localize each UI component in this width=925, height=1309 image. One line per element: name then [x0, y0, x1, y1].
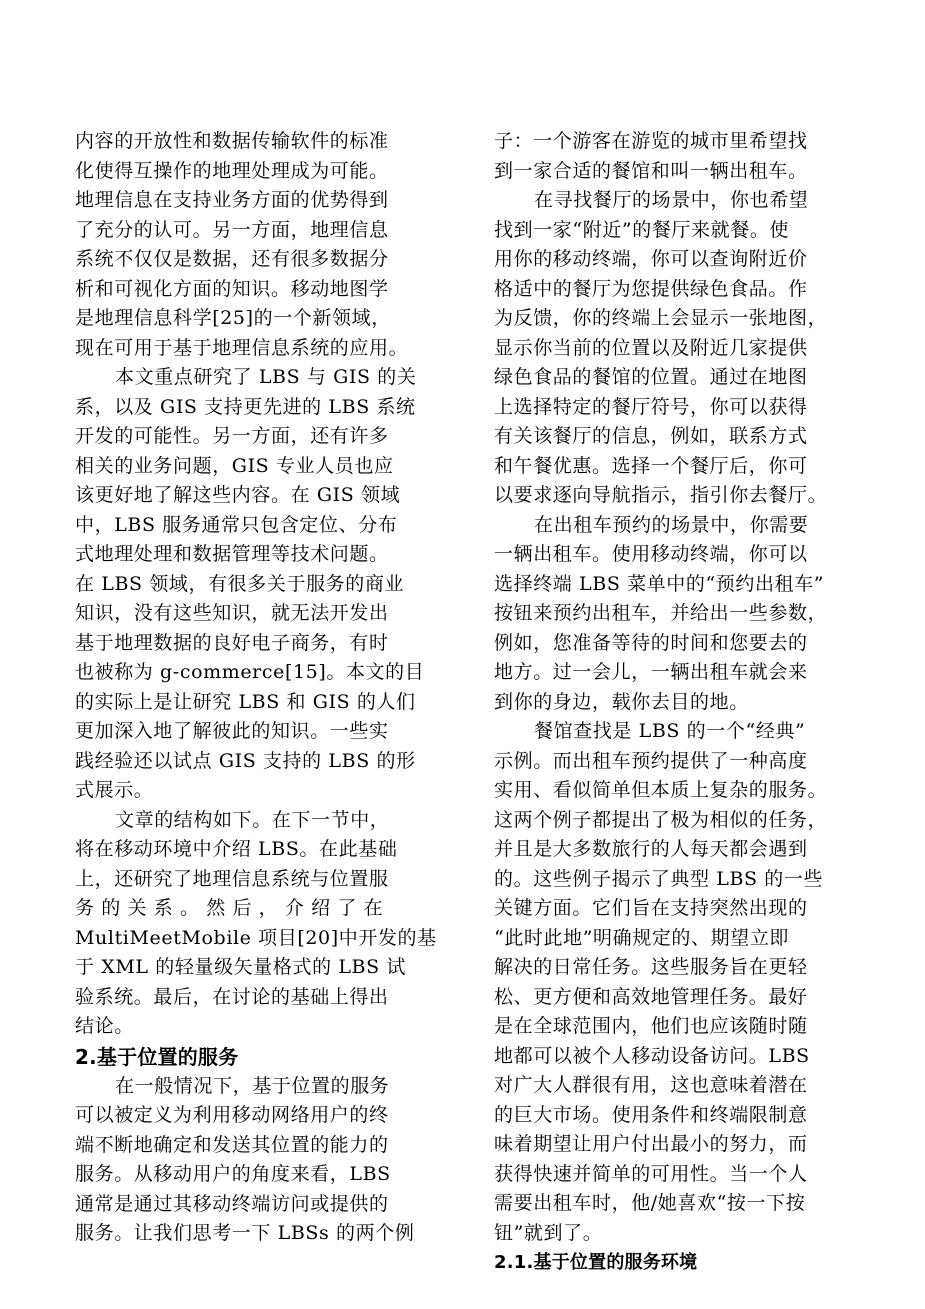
- body-line: 上，还研究了地理信息系统与位置服: [75, 867, 389, 890]
- body-line: 在 LBS 领域，有很多关于服务的商业: [75, 572, 405, 595]
- body-line: 务 的 关 系 。 然 后 ， 介 绍 了 在: [75, 897, 384, 919]
- body-line: 对广大人群很有用，这也意味着潜在: [494, 1074, 808, 1096]
- body-line: 该更好地了解这些内容。在 GIS 领域: [75, 484, 401, 506]
- body-line: 中，LBS 服务通常只包含定位、分布: [75, 513, 398, 536]
- body-line: 一辆出租车。使用移动终端，你可以: [494, 543, 808, 565]
- body-line: 用你的移动终端，你可以查询附近价: [494, 248, 808, 270]
- body-line: 践经验还以试点 GIS 支持的 LBS 的形: [75, 749, 416, 772]
- body-line: 格适中的餐厅为您提供绿色食品。作: [494, 277, 808, 300]
- body-line: 内容的开放性和数据传输软件的标准: [75, 130, 389, 152]
- body-line: 结论。: [75, 1015, 134, 1037]
- body-line: 味着期望让用户付出最小的努力，而: [494, 1133, 808, 1155]
- body-line: 也被称为 g-commerce[15]。本文的目: [75, 661, 425, 683]
- paragraph-start-line: 在出租车预约的场景中，你需要: [534, 513, 809, 536]
- body-line: 地方。过一会儿，一辆出租车就会来: [494, 661, 808, 683]
- section-heading: 2.基于位置的服务: [75, 1044, 239, 1069]
- body-line: 相关的业务问题，GIS 专业人员也应: [75, 454, 394, 477]
- body-line: 这两个例子都提出了极为相似的任务，: [494, 808, 828, 831]
- body-line: 可以被定义为利用移动网络用户的终: [75, 1104, 389, 1126]
- body-line: 地都可以被个人移动设备访问。LBS: [494, 1044, 810, 1067]
- body-line: 将在移动环境中介绍 LBS。在此基础: [75, 838, 398, 860]
- body-line: 钮”就到了。: [494, 1221, 603, 1244]
- body-line: 为反馈，你的终端上会显示一张地图，: [494, 307, 828, 329]
- body-line: 的巨大市场。使用条件和终端限制意: [494, 1103, 808, 1126]
- paragraph-start-line: 餐馆查找是 LBS 的一个“经典”: [534, 720, 806, 742]
- subsection-heading: 2.1.基于位置的服务环境: [494, 1252, 698, 1273]
- body-line: 实用、看似简单但本质上复杂的服务。: [494, 779, 828, 801]
- right-column: [494, 127, 864, 1278]
- body-line: 开发的可能性。另一方面，还有许多: [75, 425, 389, 447]
- body-line: 松、更方便和高效地管理任务。最好: [494, 985, 808, 1008]
- paragraph-start-line: 在一般情况下，基于位置的服务: [115, 1074, 390, 1097]
- body-line: 端不断地确定和发送其位置的能力的: [75, 1133, 389, 1156]
- body-line: 地理信息在支持业务方面的优势得到: [75, 189, 389, 211]
- body-line: 选择终端 LBS 菜单中的“预约出租车”: [494, 572, 825, 595]
- body-line: 以要求逐向导航指示，指引你去餐厅。: [494, 484, 828, 506]
- paragraph-start-line: 文章的结构如下。在下一节中，: [115, 808, 390, 831]
- body-line: 化使得互操作的地理处理成为可能。: [75, 159, 389, 182]
- body-line: 系，以及 GIS 支持更先进的 LBS 系统: [75, 395, 416, 418]
- body-line: 解决的日常任务。这些服务旨在更轻: [494, 956, 808, 978]
- body-line: 示例。而出租车预约提供了一种高度: [494, 749, 808, 772]
- body-line: 服务。从移动用户的角度来看，LBS: [75, 1163, 391, 1185]
- body-line: 式展示。: [75, 779, 154, 801]
- body-line: 到一家合适的餐馆和叫一辆出租车。: [494, 159, 808, 182]
- body-line: 于 XML 的轻量级矢量格式的 LBS 试: [75, 956, 406, 978]
- body-line: 的实际上是让研究 LBS 和 GIS 的人们: [75, 690, 416, 713]
- body-line: 通常是通过其移动终端访问或提供的: [75, 1192, 389, 1215]
- body-line: 验系统。最后，在讨论的基础上得出: [75, 985, 389, 1008]
- body-line: 的。这些例子揭示了典型 LBS 的一些: [494, 867, 824, 890]
- body-line: 和午餐优惠。选择一个餐厅后，你可: [494, 454, 808, 477]
- body-line: 知识，没有这些知识，就无法开发出: [75, 602, 389, 624]
- body-line: 上选择特定的餐厅符号，你可以获得: [494, 395, 808, 418]
- body-line: 例如，您准备等待的时间和您要去的: [494, 631, 808, 654]
- body-line: 找到一家“附近”的餐厅来就餐。使: [494, 218, 790, 241]
- body-line: 子：一个游客在游览的城市里希望找: [494, 130, 808, 152]
- body-line: 析和可视化方面的知识。移动地图学: [75, 277, 389, 300]
- body-line: 显示你当前的位置以及附近几家提供: [494, 336, 808, 359]
- body-line: 绿色食品的餐馆的位置。通过在地图: [494, 366, 808, 388]
- body-line: 需要出租车时，他/她喜欢“按一下按: [494, 1192, 806, 1214]
- body-line: 是地理信息科学[25]的一个新领域，: [75, 307, 391, 329]
- paragraph-start-line: 在寻找餐厅的场景中，你也希望: [534, 189, 809, 211]
- body-line: 关键方面。它们旨在支持突然出现的: [494, 897, 808, 919]
- body-line: “此时此地”明确规定的、期望立即: [494, 926, 790, 949]
- body-line: 到你的身边，载你去目的地。: [494, 690, 749, 713]
- body-line: 是在全球范围内，他们也应该随时随: [494, 1015, 808, 1037]
- body-line: 现在可用于基于地理信息系统的应用。: [75, 336, 409, 359]
- body-line: 式地理处理和数据管理等技术问题。: [75, 543, 389, 565]
- body-line: 有关该餐厅的信息，例如，联系方式: [494, 425, 808, 447]
- body-line: 按钮来预约出租车，并给出一些参数，: [494, 602, 828, 624]
- body-line: 更加深入地了解彼此的知识。一些实: [75, 720, 389, 742]
- body-line: 系统不仅仅是数据，还有很多数据分: [75, 248, 389, 270]
- body-line: MultiMeetMobile 项目[20]中开发的基: [75, 926, 437, 949]
- body-line: 获得快速并简单的可用性。当一个人: [494, 1162, 808, 1185]
- left-column: [75, 127, 441, 1249]
- body-line: 了充分的认可。另一方面，地理信息: [75, 218, 389, 241]
- paragraph-start-line: 本文重点研究了 LBS 与 GIS 的关: [115, 366, 417, 388]
- body-line: 基于地理数据的良好电子商务，有时: [75, 631, 389, 654]
- body-line: 服务。让我们思考一下 LBSs 的两个例: [75, 1222, 415, 1244]
- body-line: 并且是大多数旅行的人每天都会遇到: [494, 838, 808, 860]
